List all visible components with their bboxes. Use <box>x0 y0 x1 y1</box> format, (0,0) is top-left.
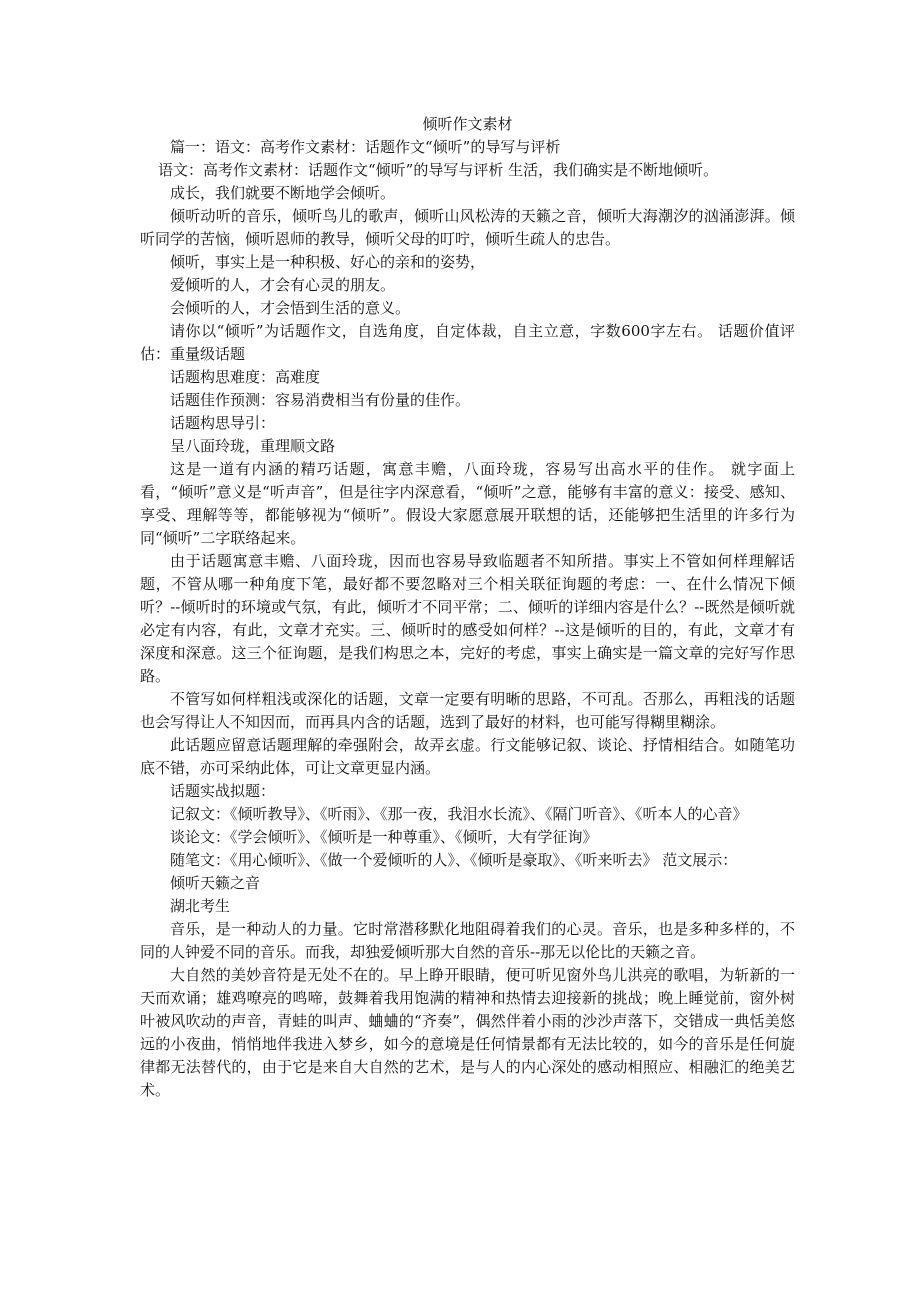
paragraph-14: 由于话题寓意丰赡、八面玲珑，因而也容易导致临题者不知所措。事实上不管如何样理解话题，不管从哪一种角度下笔，最好都不要忽略对三个相关联征询题的考虑：一、在什么情况下倾听？--倾听时的环境或气氛，有此，倾听才不同平常；二、倾听的详细内容是什么？--既然是倾听就必定有内容，有此，文章才充实。三、倾听时的感受如何样？--这是倾听的目的，有此，文章才有深度和深意。这三个征询题，是我们构思之本，完好的考虑，事实上确实是一篇文章的完好写作思路。 <box>140 552 795 685</box>
paragraph-17: 话题实战拟题： <box>170 782 276 800</box>
paragraph-7: 会倾听的人，才会悟到生活的意义。 <box>170 299 411 317</box>
paragraph-15: 不管写如何样粗浅或深化的话题，文章一定要有明晰的思路，不可乱。否那么，再粗浅的话题也会写得让人不知因而，而再具内含的话题，选到了最好的材料，也可能写得糊里糊涂。 <box>140 690 795 731</box>
paragraph-19: 谈论文：《学会倾听》、《倾听是一种尊重》、《倾听，大有学征询》 <box>170 828 598 846</box>
paragraph-22: 湖北考生 <box>170 897 231 915</box>
document-title: 倾听作文素材 <box>422 115 513 133</box>
paragraph-2: 语文：高考作文素材：话题作文“倾听”的导写与评析 生活，我们确实是不断地倾听。 <box>158 161 719 179</box>
paragraph-9: 话题构思难度：高难度 <box>170 368 321 386</box>
paragraph-8: 请你以“倾听”为话题作文，自选角度，自定体裁，自主立意，字数600字左右。 话题价值评估：重量级话题 <box>140 322 795 363</box>
paragraph-23: 音乐，是一种动人的力量。它时常潜移默化地阻碍着我们的心灵。音乐，也是多种多样的，不同的人钟爱不同的音乐。而我，却独爱倾听那大自然的音乐--那无以伦比的天籁之音。 <box>140 920 795 961</box>
paragraph-13: 这是一道有内涵的精巧话题，寓意丰赡，八面玲珑，容易写出高水平的佳作。 就字面上看，“倾听”意义是“听声音”，但是往字内深意看，“倾听”之意，能够有丰富的意义：接受、感知、享受、理解等等，都能够视为“倾听”。假设大家愿意展开联想的话，还能够把生活里的许多行为同“倾听”二字联络起来。 <box>140 460 795 547</box>
paragraph-6: 爱倾听的人，才会有心灵的朋友。 <box>170 276 396 294</box>
paragraph-18: 记叙文：《倾听教导》、《听雨》、《那一夜，我泪水长流》、《隔门听音》、《听本人的心音》 <box>170 805 748 823</box>
paragraph-16: 此话题应留意话题理解的牵强附会，故弄玄虚。行文能够记叙、谈论、抒情相结合。如随笔功底不错，亦可采纳此体，可让文章更显内涵。 <box>140 736 795 777</box>
paragraph-21: 倾听天籁之音 <box>170 874 261 892</box>
paragraph-24: 大自然的美妙音符是无处不在的。早上睁开眼睛，便可听见窗外鸟儿洪亮的歌唱，为斩新的一天而欢诵；雄鸡嘹亮的鸣啼，鼓舞着我用饱满的精神和热情去迎接新的挑战；晚上睡觉前，窗外树叶被风吹动的声音，青蛙的叫声、蛐蛐的“齐奏”，偶然伴着小雨的沙沙声落下，交错成一典恬美悠远的小夜曲，悄悄地伴我进入梦乡，如今的意境是任何情景都有无法比较的，如今的音乐是任何旋律都无法替代的，由于它是来自大自然的艺术，是与人的内心深处的感动相照应、相融汇的绝美艺术。 <box>140 966 795 1099</box>
paragraph-11: 话题构思导引： <box>170 414 276 432</box>
paragraph-5: 倾听，事实上是一种积极、好心的亲和的姿势， <box>170 253 486 271</box>
paragraph-12: 呈八面玲珑，重理顺文路 <box>170 437 336 455</box>
paragraph-1: 篇一：语文：高考作文素材：话题作文“倾听”的导写与评析 <box>170 138 561 156</box>
paragraph-20: 随笔文：《用心倾听》、《做一个爱倾听的人》、《倾听是豪取》、《听来听去》 范文展示： <box>170 851 738 869</box>
paragraph-10: 话题佳作预测：容易消费相当有份量的佳作。 <box>170 391 471 409</box>
document-page <box>140 112 795 1102</box>
paragraph-3: 成长，我们就要不断地学会倾听。 <box>170 184 396 202</box>
paragraph-4: 倾听动听的音乐，倾听鸟儿的歌声，倾听山风松涛的天籁之音，倾听大海潮汐的汹涌澎湃。倾听同学的苦恼，倾听恩师的教导，倾听父母的叮咛，倾听生疏人的忠告。 <box>140 207 795 248</box>
